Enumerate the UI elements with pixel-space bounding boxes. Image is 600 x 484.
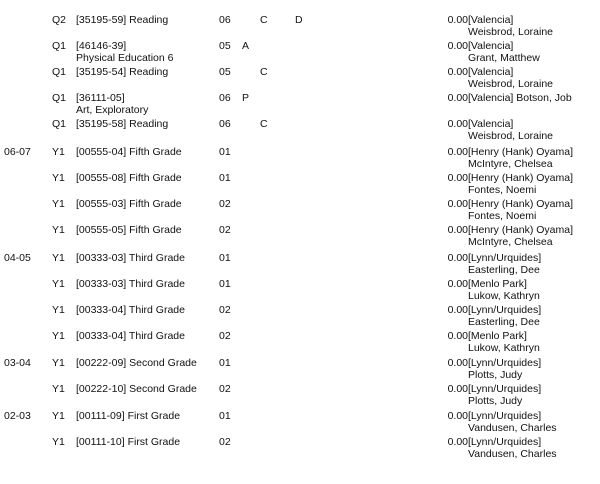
teacher-name: Weisbrod, Loraine	[468, 26, 554, 38]
school-name: [Henry (Hank) Oyama]	[468, 172, 574, 184]
credit: 0.00	[447, 410, 468, 422]
credit: 0.00	[447, 304, 468, 316]
table-row	[0, 410, 600, 436]
mark-2: C	[260, 118, 268, 130]
term: Y1	[52, 198, 65, 210]
school-name: [Henry (Hank) Oyama]	[468, 198, 574, 210]
grade-level: 06	[219, 92, 231, 104]
table-row	[0, 278, 600, 304]
teacher-name: McIntyre, Chelsea	[468, 236, 553, 248]
term: Y1	[52, 410, 65, 422]
term: Q1	[52, 66, 67, 78]
teacher-name: McIntyre, Chelsea	[468, 158, 553, 170]
grade-level: 02	[219, 304, 231, 316]
school-name: [Valencia]	[468, 118, 514, 130]
credit: 0.00	[447, 330, 468, 342]
teacher-name: Lukow, Kathryn	[468, 342, 540, 354]
table-row	[0, 198, 600, 224]
teacher-name: Lukow, Kathryn	[468, 290, 540, 302]
grade-level: 01	[219, 357, 231, 369]
teacher-name: Fontes, Noemi	[468, 210, 537, 222]
grade-level: 02	[219, 224, 231, 236]
grade-level: 06	[219, 14, 231, 26]
grade-level: 01	[219, 146, 231, 158]
grade-level: 02	[219, 198, 231, 210]
table-row	[0, 92, 600, 118]
school-year: 03-04	[4, 357, 31, 369]
grade-level: 01	[219, 278, 231, 290]
teacher-name: Easterling, Dee	[468, 316, 540, 328]
grade-level: 06	[219, 118, 231, 130]
table-row	[0, 14, 600, 40]
teacher-name: Plotts, Judy	[468, 395, 523, 407]
school-name: [Lynn/Urquides]	[468, 357, 542, 369]
term: Q1	[52, 92, 67, 104]
credit: 0.00	[447, 14, 468, 26]
credit: 0.00	[447, 66, 468, 78]
credit: 0.00	[447, 357, 468, 369]
term: Y1	[52, 252, 65, 264]
course-title: [00111-10] First Grade	[76, 436, 181, 448]
course-title: [36111-05]	[76, 92, 125, 104]
table-row	[0, 357, 600, 383]
credit: 0.00	[447, 172, 468, 184]
term: Y1	[52, 278, 65, 290]
school-name: [Lynn/Urquides]	[468, 436, 542, 448]
course-title: [00333-03] Third Grade	[76, 252, 185, 264]
grade-level: 05	[219, 66, 231, 78]
credit: 0.00	[447, 40, 468, 52]
course-title-line2: Physical Education 6	[76, 52, 174, 64]
course-title: [00333-04] Third Grade	[76, 304, 185, 316]
grade-level: 01	[219, 252, 231, 264]
term: Y1	[52, 436, 65, 448]
course-title-line2: Art, Exploratory	[76, 104, 149, 116]
school-name: [Henry (Hank) Oyama]	[468, 224, 574, 236]
teacher-name: Grant, Matthew	[468, 52, 540, 64]
term: Q2	[52, 14, 67, 26]
teacher-name: Weisbrod, Loraine	[468, 78, 554, 90]
school-name: [Valencia]	[468, 66, 514, 78]
course-title: [35195-54] Reading	[76, 66, 169, 78]
grade-level: 02	[219, 436, 231, 448]
table-row	[0, 40, 600, 66]
term: Y1	[52, 172, 65, 184]
course-title: [35195-58] Reading	[76, 118, 169, 130]
school-name: [Lynn/Urquides]	[468, 410, 542, 422]
mark-1: P	[242, 92, 250, 104]
grade-level: 05	[219, 40, 231, 52]
school-name: [Valencia]	[468, 40, 514, 52]
mark-1: A	[242, 40, 250, 52]
course-title: [35195-59] Reading	[76, 14, 169, 26]
school-name: [Menlo Park]	[468, 330, 527, 342]
school-year: 06-07	[4, 146, 31, 158]
teacher-name: Fontes, Noemi	[468, 184, 537, 196]
term: Y1	[52, 146, 65, 158]
course-title: [00111-09] First Grade	[76, 410, 181, 422]
table-row	[0, 224, 600, 250]
term: Y1	[52, 357, 65, 369]
term: Q1	[52, 118, 67, 130]
teacher-name: Vandusen, Charles	[468, 448, 557, 460]
course-title: [00555-03] Fifth Grade	[76, 198, 182, 210]
school-name: [Valencia] Botson, Job	[468, 92, 572, 104]
table-row	[0, 330, 600, 356]
term: Y1	[52, 330, 65, 342]
school-name: [Lynn/Urquides]	[468, 383, 542, 395]
credit: 0.00	[447, 198, 468, 210]
school-year: 04-05	[4, 252, 31, 264]
course-title: [00222-10] Second Grade	[76, 383, 197, 395]
course-title: [00555-08] Fifth Grade	[76, 172, 182, 184]
table-row	[0, 304, 600, 330]
course-title: [00555-05] Fifth Grade	[76, 224, 182, 236]
term: Y1	[52, 383, 65, 395]
school-name: [Valencia]	[468, 14, 514, 26]
mark-2: C	[260, 14, 268, 26]
school-name: [Lynn/Urquides]	[468, 252, 542, 264]
credit: 0.00	[447, 383, 468, 395]
credit: 0.00	[447, 436, 468, 448]
credit: 0.00	[447, 252, 468, 264]
table-row	[0, 118, 600, 144]
grade-level: 01	[219, 410, 231, 422]
term: Y1	[52, 304, 65, 316]
table-row	[0, 66, 600, 92]
table-row	[0, 146, 600, 172]
table-row	[0, 172, 600, 198]
course-title: [00333-03] Third Grade	[76, 278, 185, 290]
mark-2: C	[260, 66, 268, 78]
term: Q1	[52, 40, 67, 52]
credit: 0.00	[447, 278, 468, 290]
table-row	[0, 252, 600, 278]
table-row	[0, 383, 600, 409]
school-year: 02-03	[4, 410, 31, 422]
teacher-name: Vandusen, Charles	[468, 422, 557, 434]
course-title: [00333-04] Third Grade	[76, 330, 185, 342]
term: Y1	[52, 224, 65, 236]
grade-level: 01	[219, 172, 231, 184]
grade-level: 02	[219, 383, 231, 395]
school-name: [Lynn/Urquides]	[468, 304, 542, 316]
credit: 0.00	[447, 92, 468, 104]
school-name: [Henry (Hank) Oyama]	[468, 146, 574, 158]
course-title: [00555-04] Fifth Grade	[76, 146, 182, 158]
teacher-name: Plotts, Judy	[468, 369, 523, 381]
teacher-name: Weisbrod, Loraine	[468, 130, 554, 142]
grade-level: 02	[219, 330, 231, 342]
course-title: [46146-39]	[76, 40, 127, 52]
mark-3: D	[295, 14, 303, 26]
credit: 0.00	[447, 224, 468, 236]
credit: 0.00	[447, 146, 468, 158]
table-row	[0, 436, 600, 462]
credit: 0.00	[447, 118, 468, 130]
teacher-name: Easterling, Dee	[468, 264, 540, 276]
school-name: [Menlo Park]	[468, 278, 527, 290]
course-title: [00222-09] Second Grade	[76, 357, 197, 369]
